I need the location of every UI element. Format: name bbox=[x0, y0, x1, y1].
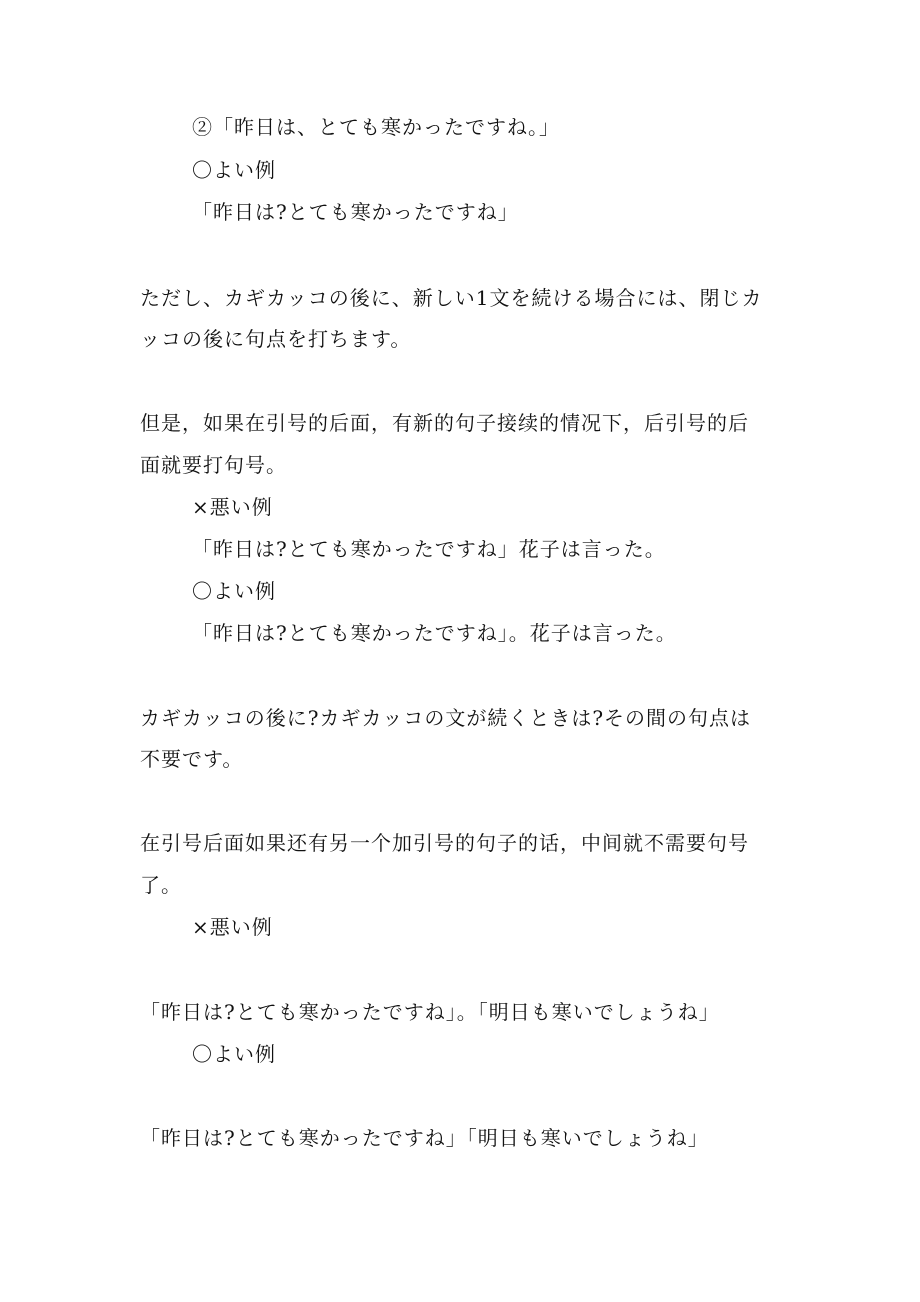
good-example-label: 〇よい例 bbox=[192, 158, 276, 182]
bad-example-label: ×悪い例 bbox=[192, 495, 273, 519]
bad-example-text: 「昨日は?とても寒かったですね」。「明日も寒いでしょうね」 bbox=[140, 1000, 720, 1024]
good-example-label: 〇よい例 bbox=[192, 1042, 276, 1066]
good-example-label: 〇よい例 bbox=[192, 579, 276, 603]
japanese-rule-line-1: カギカッコの後に?カギカッコの文が続くときは?その間の句点は bbox=[140, 706, 752, 730]
chinese-rule-line-1: 在引号后面如果还有另一个加引号的句子的话，中间就不需要句号 bbox=[140, 831, 749, 855]
bad-example-label: ×悪い例 bbox=[192, 915, 273, 939]
example-heading-2: ②「昨日は、とても寒かったですね。」 bbox=[192, 115, 560, 139]
good-example-text: 「昨日は?とても寒かったですね」 bbox=[192, 200, 519, 224]
bad-example-text: 「昨日は?とても寒かったですね」花子は言った。 bbox=[192, 537, 666, 561]
chinese-rule-line-1: 但是，如果在引号的后面，有新的句子接续的情况下，后引号的后 bbox=[140, 411, 749, 435]
chinese-rule-line-2: 面就要打句号。 bbox=[140, 453, 287, 477]
good-example-text: 「昨日は?とても寒かったですね」「明日も寒いでしょうね」 bbox=[140, 1126, 709, 1150]
chinese-rule-line-2: 了。 bbox=[140, 873, 182, 897]
japanese-rule-line-1: ただし、カギカッコの後に、新しい1文を続ける場合には、閉じカ bbox=[140, 286, 763, 310]
good-example-text: 「昨日は?とても寒かったですね」。花子は言った。 bbox=[192, 621, 677, 645]
japanese-rule-line-2: ッコの後に句点を打ちます。 bbox=[140, 327, 412, 351]
japanese-rule-line-2: 不要です。 bbox=[140, 747, 244, 771]
